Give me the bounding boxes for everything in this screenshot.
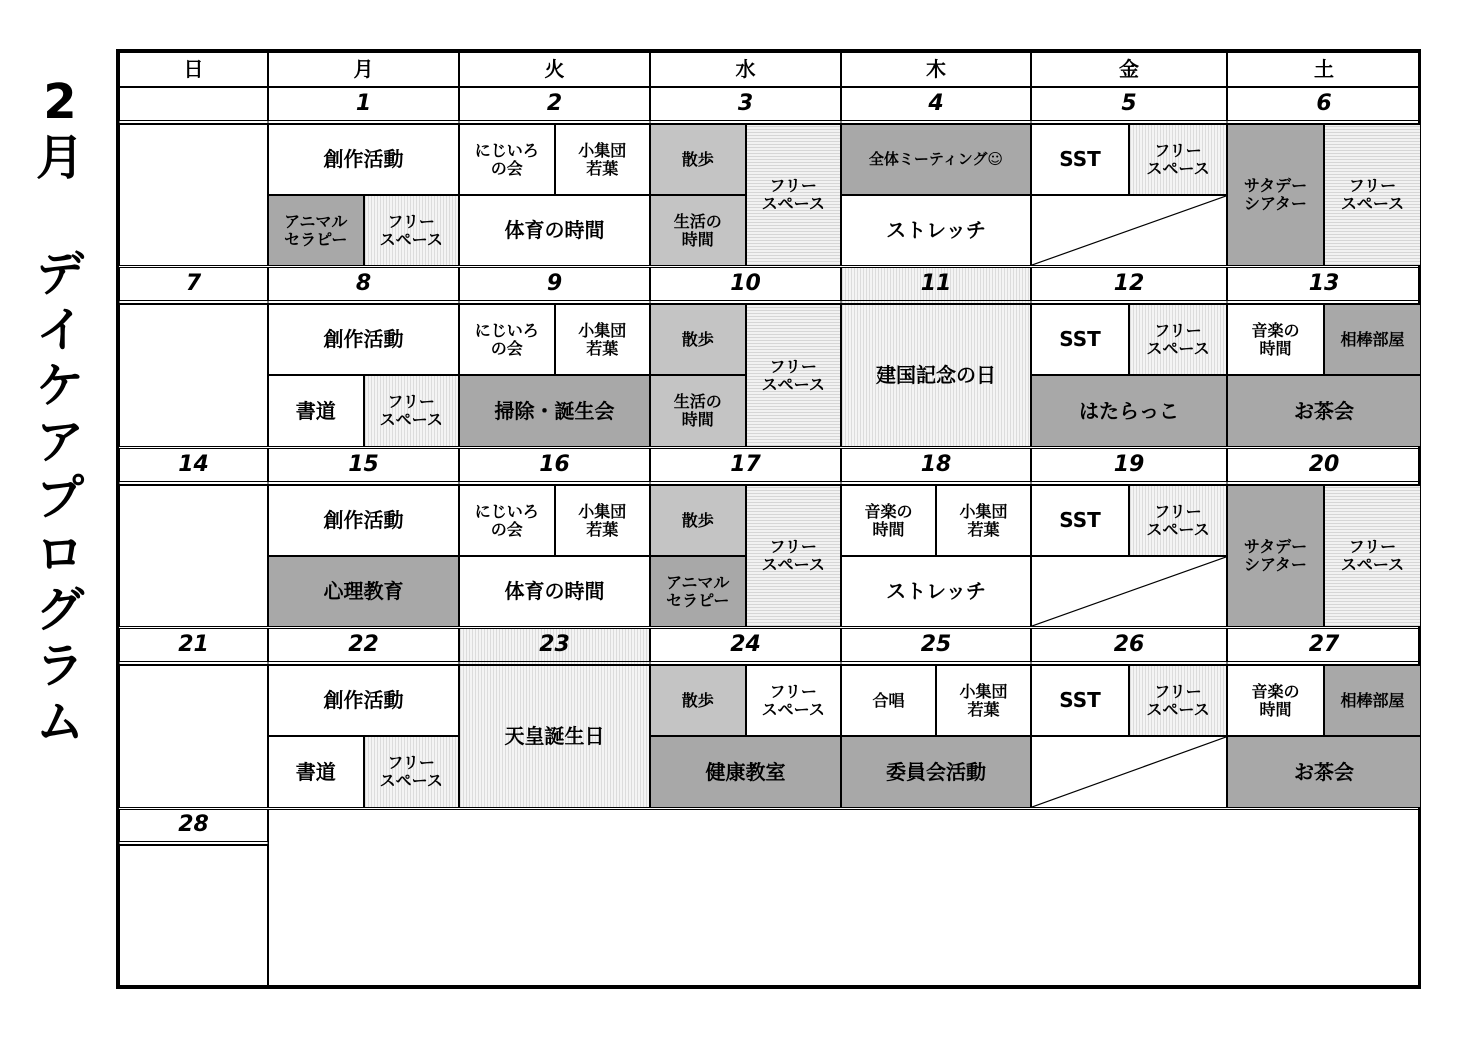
date-cell: [268, 267, 459, 304]
cell-text: 5: [1121, 90, 1137, 116]
cell-text: 2: [546, 90, 563, 116]
calendar-cell: [1227, 124, 1324, 266]
calendar-cell: [650, 736, 841, 808]
cell-text: 16: [539, 451, 570, 477]
cell-text: SST: [1059, 508, 1101, 533]
calendar-cell: [1227, 375, 1421, 447]
date-cell: [650, 267, 841, 304]
calendar-cell: [364, 736, 460, 808]
calendar-cell: [1129, 124, 1227, 195]
cell-text: 18: [920, 451, 952, 477]
title-char: グ: [35, 582, 84, 638]
cell-text: にじいろ の会: [474, 140, 539, 178]
weekday-header-fri: [1031, 52, 1227, 87]
cell-text: 22: [348, 631, 379, 657]
date-cell: [1031, 448, 1227, 485]
title-char: 月: [35, 130, 84, 186]
calendar-cell: [841, 124, 1031, 195]
cell-text: 6: [1316, 90, 1332, 116]
cell-text: 音楽の 時間: [864, 501, 913, 539]
cell-text: 掃除・誕生会: [494, 398, 615, 423]
cell-text: 散歩: [681, 329, 714, 349]
cell-text: にじいろ の会: [474, 501, 539, 539]
date-cell: [119, 628, 268, 665]
cell-text: 相棒部屋: [1340, 690, 1405, 710]
cell-text: 19: [1113, 451, 1145, 477]
date-cell: [841, 628, 1031, 665]
cell-text: フリー スペース: [761, 176, 825, 213]
cell-text: 15: [348, 451, 379, 477]
cell-text: 散歩: [681, 510, 714, 530]
cell-text: 21: [178, 631, 209, 657]
date-cell: [650, 448, 841, 485]
calendar-cell: [936, 485, 1031, 556]
date-cell: [459, 267, 650, 304]
date-cell: [1227, 87, 1421, 124]
blank-slashed-cell: [1031, 556, 1227, 627]
calendar-cell: [1031, 124, 1129, 195]
cell-text: 9: [546, 270, 563, 296]
date-cell: [1031, 628, 1227, 665]
cell-text: 日: [183, 57, 204, 82]
calendar-cell: [555, 485, 651, 556]
cell-text: フリー スペース: [379, 753, 443, 790]
calendar-cell: [459, 375, 650, 447]
sunday-empty-cell: [119, 124, 268, 266]
calendar-cell: [841, 485, 936, 556]
cell-text: 木: [926, 57, 946, 82]
calendar-cell: [459, 124, 555, 195]
cell-text: 13: [1308, 270, 1340, 296]
calendar-cell: [746, 304, 842, 447]
date-cell: [268, 448, 459, 485]
weekday-header-thu: [841, 52, 1031, 87]
cell-text: フリー スペース: [1146, 140, 1210, 178]
date-cell: [650, 628, 841, 665]
cell-text: 11: [920, 270, 952, 296]
calendar-grid: [116, 49, 1421, 989]
date-cell: [841, 448, 1031, 485]
cell-text: 火: [544, 57, 565, 82]
cell-text: フリー スペース: [379, 392, 443, 429]
cell-text: 音楽の 時間: [1251, 681, 1300, 719]
cell-text: にじいろ の会: [474, 320, 539, 358]
date-cell: [268, 628, 459, 665]
calendar-cell: [268, 195, 364, 266]
calendar-cell: [459, 556, 650, 627]
cell-text: 散歩: [681, 690, 714, 710]
blank-slashed-cell: [1031, 195, 1227, 266]
date-cell: [459, 448, 650, 485]
cell-text: 健康教室: [705, 759, 786, 784]
calendar-cell: [268, 124, 459, 195]
title-char: ロ: [35, 526, 84, 582]
cell-text: ストレッチ: [886, 579, 986, 604]
date-cell: [1227, 628, 1421, 665]
weekday-header-sat: [1227, 52, 1421, 87]
cell-text: 創作活動: [323, 327, 404, 352]
weekday-header-wed: [650, 52, 841, 87]
calendar-cell: [1031, 375, 1227, 447]
date-cell: [459, 87, 650, 124]
cell-text: フリー スペース: [1340, 537, 1405, 574]
cell-text: 建国記念の日: [876, 363, 996, 388]
slash-mark: [1032, 737, 1226, 807]
cell-text: ストレッチ: [886, 218, 986, 243]
cell-text: SST: [1059, 147, 1101, 172]
cell-text: 金: [1119, 57, 1139, 82]
date-cell: [268, 87, 459, 124]
cell-text: 生活の 時間: [673, 392, 722, 429]
cell-text: アニマル セラピー: [284, 211, 348, 249]
calendar-cell: [650, 556, 746, 627]
cell-text: 小集団 若葉: [959, 681, 1008, 719]
cell-text: 合唱: [872, 690, 905, 710]
title-char: ア: [35, 414, 84, 470]
calendar-cell: [268, 736, 364, 808]
calendar-cell: [1227, 485, 1324, 627]
blank-slashed-cell: [1031, 736, 1227, 808]
calendar-cell: [841, 195, 1031, 266]
cell-text: フリー スペース: [761, 537, 825, 574]
cell-text: サタデー シアター: [1243, 176, 1308, 213]
cell-text: 小集団 若葉: [578, 501, 627, 539]
sunday-empty-cell: [119, 304, 268, 447]
page-title: [20, 74, 100, 754]
cell-text: 委員会活動: [886, 759, 986, 784]
calendar-cell: [268, 375, 364, 447]
cell-text: アニマル セラピー: [666, 572, 730, 610]
cell-text: フリー スペース: [379, 211, 443, 249]
calendar-cell: [1324, 304, 1421, 375]
cell-text: 25: [920, 631, 952, 657]
title-char: デ: [35, 246, 84, 302]
date-cell: [1031, 87, 1227, 124]
calendar-cell: [555, 124, 651, 195]
title-char: プ: [35, 470, 84, 526]
cell-text: 全体ミーティング☺: [868, 150, 1004, 169]
calendar-cell: [1227, 665, 1324, 736]
slash-mark: [1032, 196, 1226, 265]
sunday-empty-cell: [119, 485, 268, 627]
calendar-cell: [841, 304, 1031, 447]
calendar-cell: [841, 736, 1031, 808]
sunday-empty-cell: [119, 665, 268, 808]
calendar-cell: [936, 665, 1031, 736]
weekday-header-mon: [268, 52, 459, 87]
calendar-cell: [459, 665, 650, 808]
calendar-cell: [555, 304, 651, 375]
cell-text: SST: [1059, 688, 1101, 713]
cell-text: フリー スペース: [1146, 320, 1210, 358]
cell-text: フリー スペース: [761, 681, 825, 719]
calendar-cell: [1324, 124, 1421, 266]
date-cell: [119, 448, 268, 485]
cell-text: 小集団 若葉: [959, 501, 1008, 539]
calendar-cell: [650, 375, 746, 447]
cell-text: 散歩: [681, 149, 714, 169]
cell-text: 創作活動: [323, 688, 404, 713]
calendar-cell: [841, 556, 1031, 627]
weekday-header-sun: [119, 52, 268, 87]
cell-text: 14: [178, 451, 209, 477]
cell-text: 10: [730, 270, 761, 296]
cell-text: 相棒部屋: [1340, 329, 1405, 349]
cell-text: 水: [735, 57, 756, 82]
title-char: ラ: [35, 638, 84, 694]
calendar-cell: [364, 375, 460, 447]
cell-text: 体育の時間: [504, 579, 605, 604]
cell-text: 27: [1308, 631, 1340, 657]
cell-text: 1: [355, 90, 372, 116]
date-cell: [119, 267, 268, 304]
cell-text: お茶会: [1294, 398, 1354, 423]
calendar-cell: [1031, 485, 1129, 556]
title-char: 2: [43, 74, 77, 130]
calendar-cell: [268, 304, 459, 375]
calendar-cell: [650, 124, 746, 195]
cell-text: 7: [185, 270, 202, 296]
cell-text: 8: [355, 270, 372, 296]
calendar-cell: [650, 195, 746, 266]
cell-text: SST: [1059, 327, 1101, 352]
calendar-cell: [459, 304, 555, 375]
cell-text: 土: [1314, 57, 1334, 82]
calendar-cell: [746, 485, 842, 627]
calendar-cell: [1324, 485, 1421, 627]
calendar-cell: [841, 665, 936, 736]
calendar-cell: [650, 485, 746, 556]
cell-text: フリー スペース: [1340, 176, 1405, 213]
calendar-cell: [1129, 665, 1227, 736]
cell-text: 心理教育: [323, 579, 404, 604]
title-char: イ: [35, 302, 84, 358]
cell-text: お茶会: [1294, 759, 1354, 784]
calendar-cell: [1031, 304, 1129, 375]
cell-text: 28: [178, 812, 209, 838]
cell-text: 月: [353, 57, 374, 82]
title-char: ム: [35, 694, 84, 750]
cell-text: 小集団 若葉: [578, 140, 627, 178]
calendar-cell: [1031, 665, 1129, 736]
calendar-cell: [459, 195, 650, 266]
cell-text: 12: [1113, 270, 1145, 296]
cell-text: 3: [737, 90, 754, 116]
empty-cell: [268, 809, 1421, 986]
cell-text: 創作活動: [323, 147, 404, 172]
date-cell: [1227, 448, 1421, 485]
cell-text: 小集団 若葉: [578, 320, 627, 358]
calendar-cell: [268, 485, 459, 556]
cell-text: 書道: [295, 759, 336, 784]
calendar-cell: [268, 556, 459, 627]
calendar-cell: [746, 124, 842, 266]
cell-text: 4: [928, 90, 944, 116]
cell-text: フリー スペース: [761, 356, 825, 394]
cell-text: フリー スペース: [1146, 681, 1210, 719]
calendar-cell: [1227, 304, 1324, 375]
cell-text: はたらっこ: [1079, 398, 1179, 423]
cell-text: 天皇誕生日: [504, 724, 605, 749]
cell-text: 20: [1308, 451, 1340, 477]
cell-text: 音楽の 時間: [1251, 320, 1300, 358]
cell-text: 書道: [295, 398, 336, 423]
cell-text: サタデー シアター: [1243, 537, 1308, 574]
date-cell: [841, 87, 1031, 124]
cell-text: フリー スペース: [1146, 501, 1210, 539]
calendar-cell: [459, 485, 555, 556]
calendar-cell: [1129, 304, 1227, 375]
calendar-cell: [1129, 485, 1227, 556]
sunday-empty-cell: [119, 845, 268, 986]
calendar-cell: [364, 195, 460, 266]
calendar-cell: [650, 304, 746, 375]
date-cell: [119, 809, 268, 845]
calendar-cell: [1227, 736, 1421, 808]
calendar-cell: [650, 665, 746, 736]
cell-text: 17: [730, 451, 761, 477]
date-cell: [1031, 267, 1227, 304]
cell-text: 24: [730, 631, 761, 657]
cell-text: 26: [1113, 631, 1145, 657]
date-cell: [841, 267, 1031, 304]
cell-text: 創作活動: [323, 508, 404, 533]
date-cell: [650, 87, 841, 124]
calendar-cell: [1324, 665, 1421, 736]
weekday-header-tue: [459, 52, 650, 87]
slash-mark: [1032, 557, 1226, 626]
calendar-cell: [746, 665, 842, 736]
cell-text: 23: [539, 631, 570, 657]
calendar-cell: [268, 665, 459, 736]
date-cell: [119, 87, 268, 124]
title-char: ケ: [35, 358, 84, 414]
date-cell: [459, 628, 650, 665]
cell-text: 体育の時間: [504, 218, 605, 243]
date-cell: [1227, 267, 1421, 304]
cell-text: 生活の 時間: [673, 211, 722, 249]
